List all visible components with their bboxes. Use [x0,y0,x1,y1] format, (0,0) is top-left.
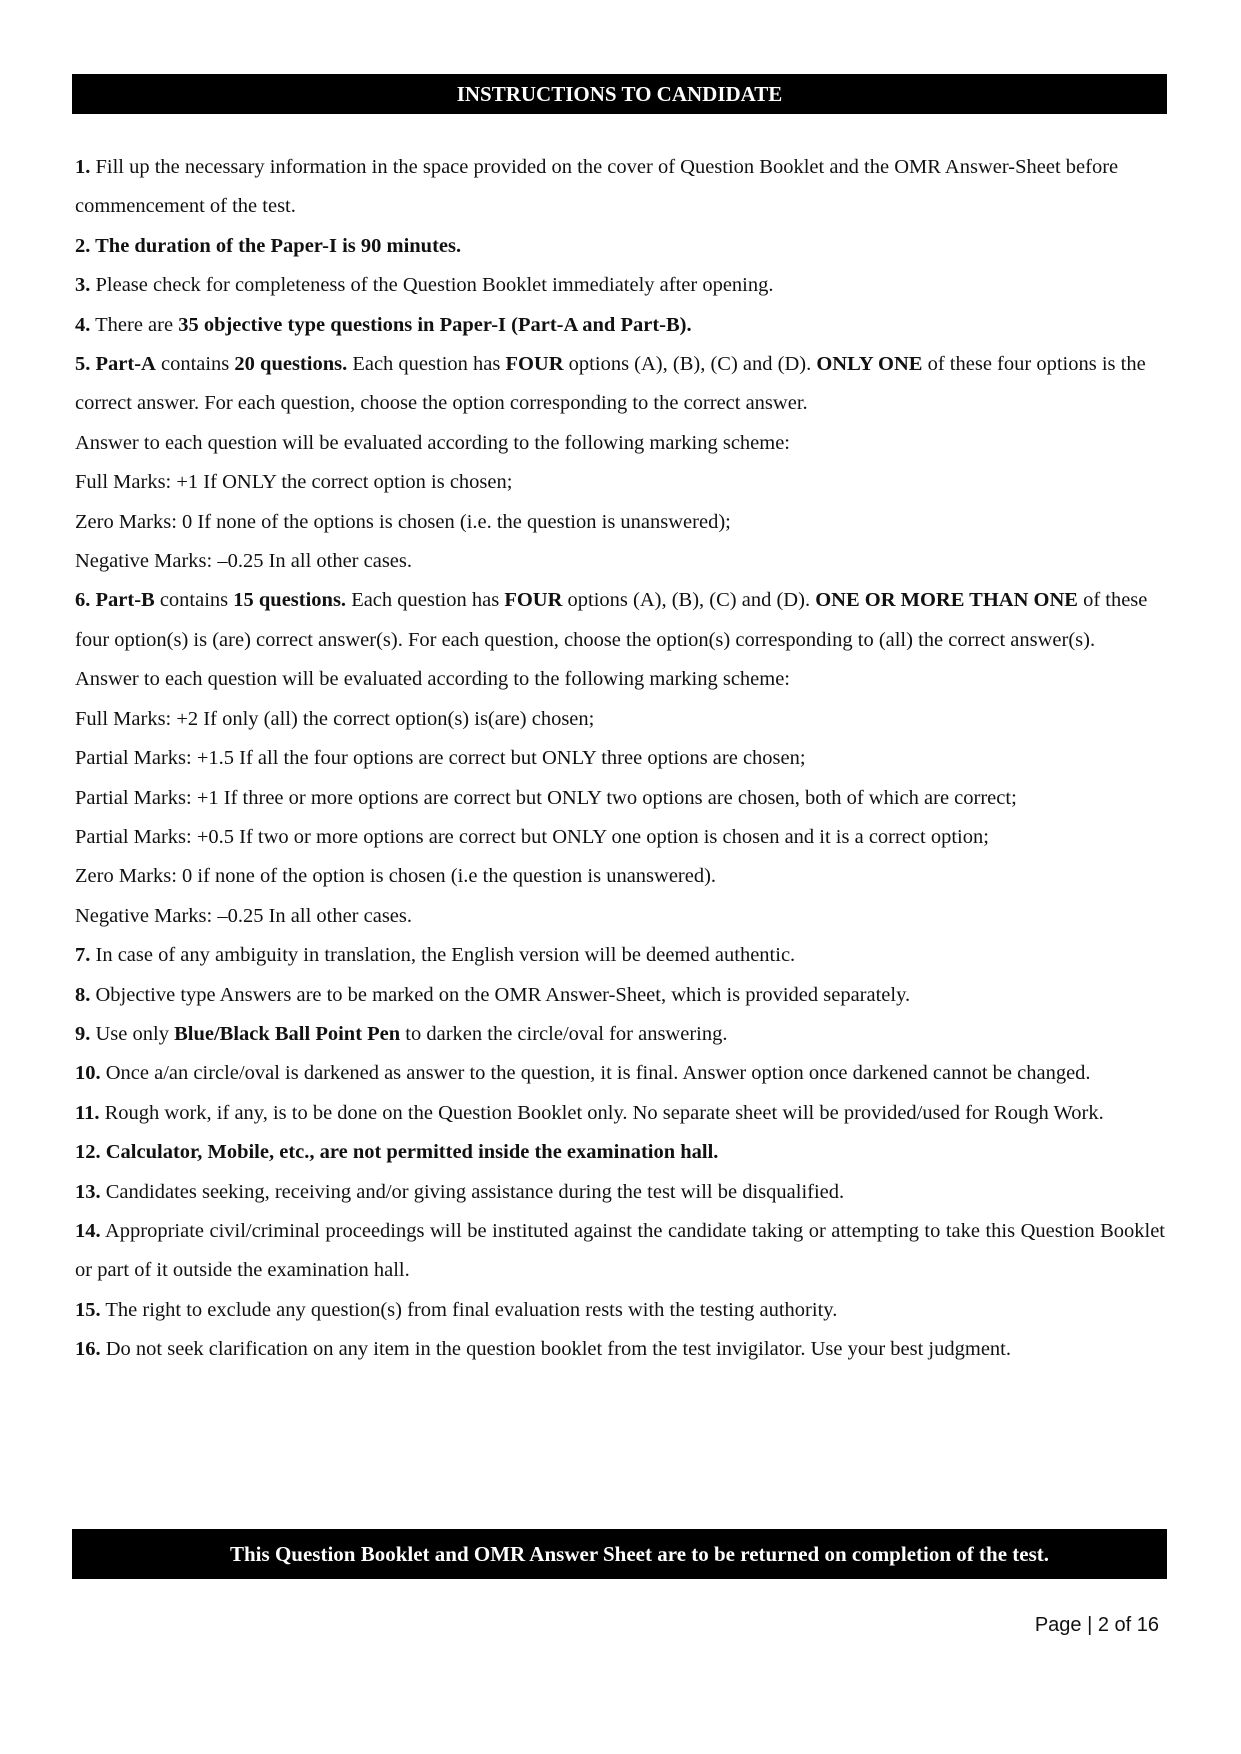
instruction-1: 1. Fill up the necessary information in the space provided on the cover of Question Booklet and the OMR Answer-Sheet before commencement of the test. [75,156,1119,218]
part-b-scheme-intro: Answer to each question will be evaluated according to the following marking scheme: [75,668,791,691]
instruction-12: 12. Calculator, Mobile, etc., are not permitted inside the examination hall. [75,1141,719,1164]
part-b-full-marks: Full Marks: +2 If only (all) the correct option(s) is(are) chosen; [75,707,595,730]
instructions-header: INSTRUCTIONS TO CANDIDATE [72,74,1167,114]
instruction-13: 13. Candidates seeking, receiving and/or giving assistance during the test will be disqualified. [75,1180,845,1203]
part-b-partial-marks-1: Partial Marks: +1.5 If all the four options are correct but ONLY three options are chosen; [75,747,806,770]
instruction-8: 8. Objective type Answers are to be marked on the OMR Answer-Sheet, which is provided separately. [75,983,911,1006]
instructions-body [75,148,1165,1370]
instruction-6: 6. Part-B contains 15 questions. Each question has FOUR options (A), (B), (C) and (D). ONE OR MORE THAN ONE of these four option(s) is (are) correct answer(s). For each question, choose the option(s) corresponding to (all) the correct answer(s). [75,589,1148,651]
instruction-9: 9. Use only Blue/Black Ball Point Pen to darken the circle/oval for answering. [75,1022,728,1045]
part-b-negative-marks: Negative Marks: –0.25 In all other cases. [75,904,413,927]
instruction-16: 16. Do not seek clarification on any item in the question booklet from the test invigilator. Use your best judgment. [75,1338,1011,1361]
part-a-zero-marks: Zero Marks: 0 If none of the options is chosen (i.e. the question is unanswered); [75,510,731,533]
return-notice: This Question Booklet and OMR Answer Sheet are to be returned on completion of the test. [72,1529,1167,1579]
instruction-15: 15. The right to exclude any question(s) from final evaluation rests with the testing authority. [75,1298,838,1321]
instruction-14: 14. Appropriate civil/criminal proceedings will be instituted against the candidate taking or attempting to take this Question Booklet or part of it outside the examination hall. [75,1219,1165,1282]
instruction-3: 3. Please check for completeness of the Question Booklet immediately after opening. [75,274,774,297]
part-b-zero-marks: Zero Marks: 0 if none of the option is chosen (i.e the question is unanswered). [75,865,717,888]
part-a-full-marks: Full Marks: +1 If ONLY the correct option is chosen; [75,471,513,494]
part-a-negative-marks: Negative Marks: –0.25 In all other cases. [75,550,413,573]
page-number: Page | 2 of 16 [1034,1614,1159,1636]
part-a-scheme-intro: Answer to each question will be evaluated according to the following marking scheme: [75,431,791,454]
instruction-4: 4. There are 35 objective type questions in Paper-I (Part-A and Part-B). [75,313,692,336]
instruction-10: 10. Once a/an circle/oval is darkened as answer to the question, it is final. Answer option once darkened cannot be changed. [75,1062,1091,1085]
instruction-7: 7. In case of any ambiguity in translation, the English version will be deemed authentic. [75,944,796,967]
instruction-5: 5. Part-A contains 20 questions. Each question has FOUR options (A), (B), (C) and (D). ONLY ONE of these four options is the correct answer. For each question, choose the option corresponding to the correct answer. [75,353,1146,415]
part-b-partial-marks-2: Partial Marks: +1 If three or more options are correct but ONLY two options are chosen, both of which are correct; [75,786,1017,809]
instruction-2: 2. The duration of the Paper-I is 90 minutes. [75,234,462,257]
instruction-11: 11. Rough work, if any, is to be done on the Question Booklet only. No separate sheet will be provided/used for Rough Work. [75,1101,1104,1124]
part-b-partial-marks-3: Partial Marks: +0.5 If two or more options are correct but ONLY one option is chosen and it is a correct option; [75,825,989,848]
